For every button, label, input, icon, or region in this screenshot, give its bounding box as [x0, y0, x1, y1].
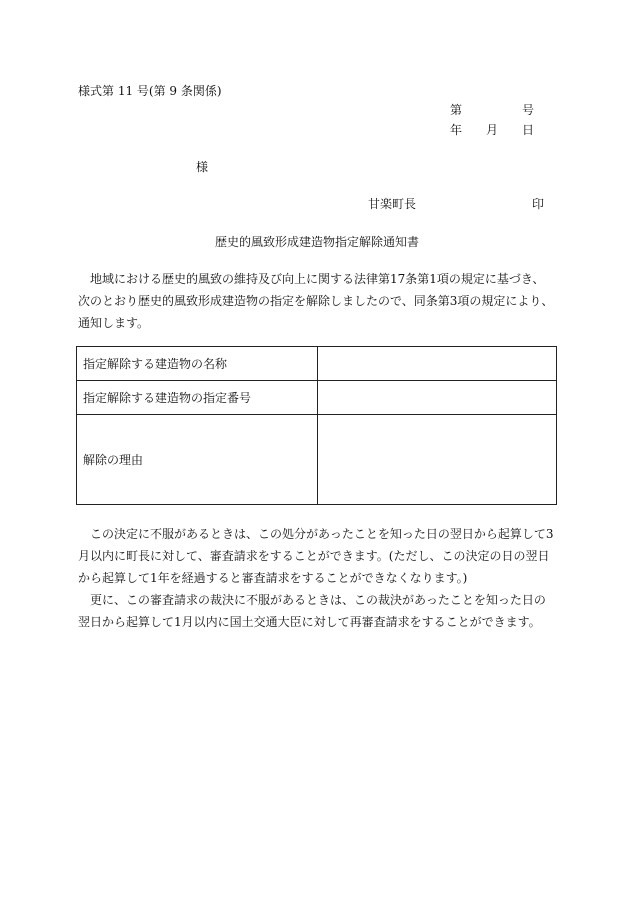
- table-row: [77, 347, 557, 381]
- table-row: [77, 381, 557, 415]
- seal-mark: 印: [532, 197, 545, 211]
- row-label-number: 指定解除する建造物の指定番号: [77, 381, 318, 415]
- notice-paragraph-1: この決定に不服があるときは、この処分があったことを知った日の翌日から起算して3月以内に町長に対して、審査請求をすることができます。(ただし、この決定の日の翌日から起算して1年を経過すると審査請求をすることができなくなります。): [78, 527, 554, 585]
- addressee-suffix: 様: [196, 160, 209, 174]
- number-prefix: 第: [450, 103, 463, 117]
- document-title: 歴史的風致形成建造物指定解除通知書: [215, 235, 420, 249]
- notice-paragraph-2: 更に、この審査請求の裁決に不服があるときは、この裁決があったことを知った日の翌日から起算して1月以内に国土交通大臣に対して再審査請求をすることができます。: [78, 593, 546, 629]
- row-value-reason: [318, 415, 557, 505]
- info-table: [76, 346, 557, 505]
- row-label-name: 指定解除する建造物の名称: [77, 347, 318, 381]
- sender-name: 甘楽町長: [368, 197, 417, 211]
- intro-section: [78, 268, 556, 334]
- date-day: 日: [522, 123, 535, 137]
- date-year: 年: [450, 123, 463, 137]
- form-label: 様式第 11 号(第 9 条関係): [78, 84, 222, 98]
- intro-paragraph: 地域における歴史的風致の維持及び向上に関する法律第17条第1項の規定に基づき、次のとおり歴史的風致形成建造物の指定を解除しましたので、同条第3項の規定により、通知します。: [78, 272, 554, 330]
- number-suffix: 号: [522, 103, 535, 117]
- date-month: 月: [486, 123, 499, 137]
- row-label-reason: 解除の理由: [77, 415, 318, 505]
- row-value-name: [318, 347, 557, 381]
- row-value-number: [318, 381, 557, 415]
- table-row: [77, 415, 557, 505]
- notice-section: [78, 523, 556, 633]
